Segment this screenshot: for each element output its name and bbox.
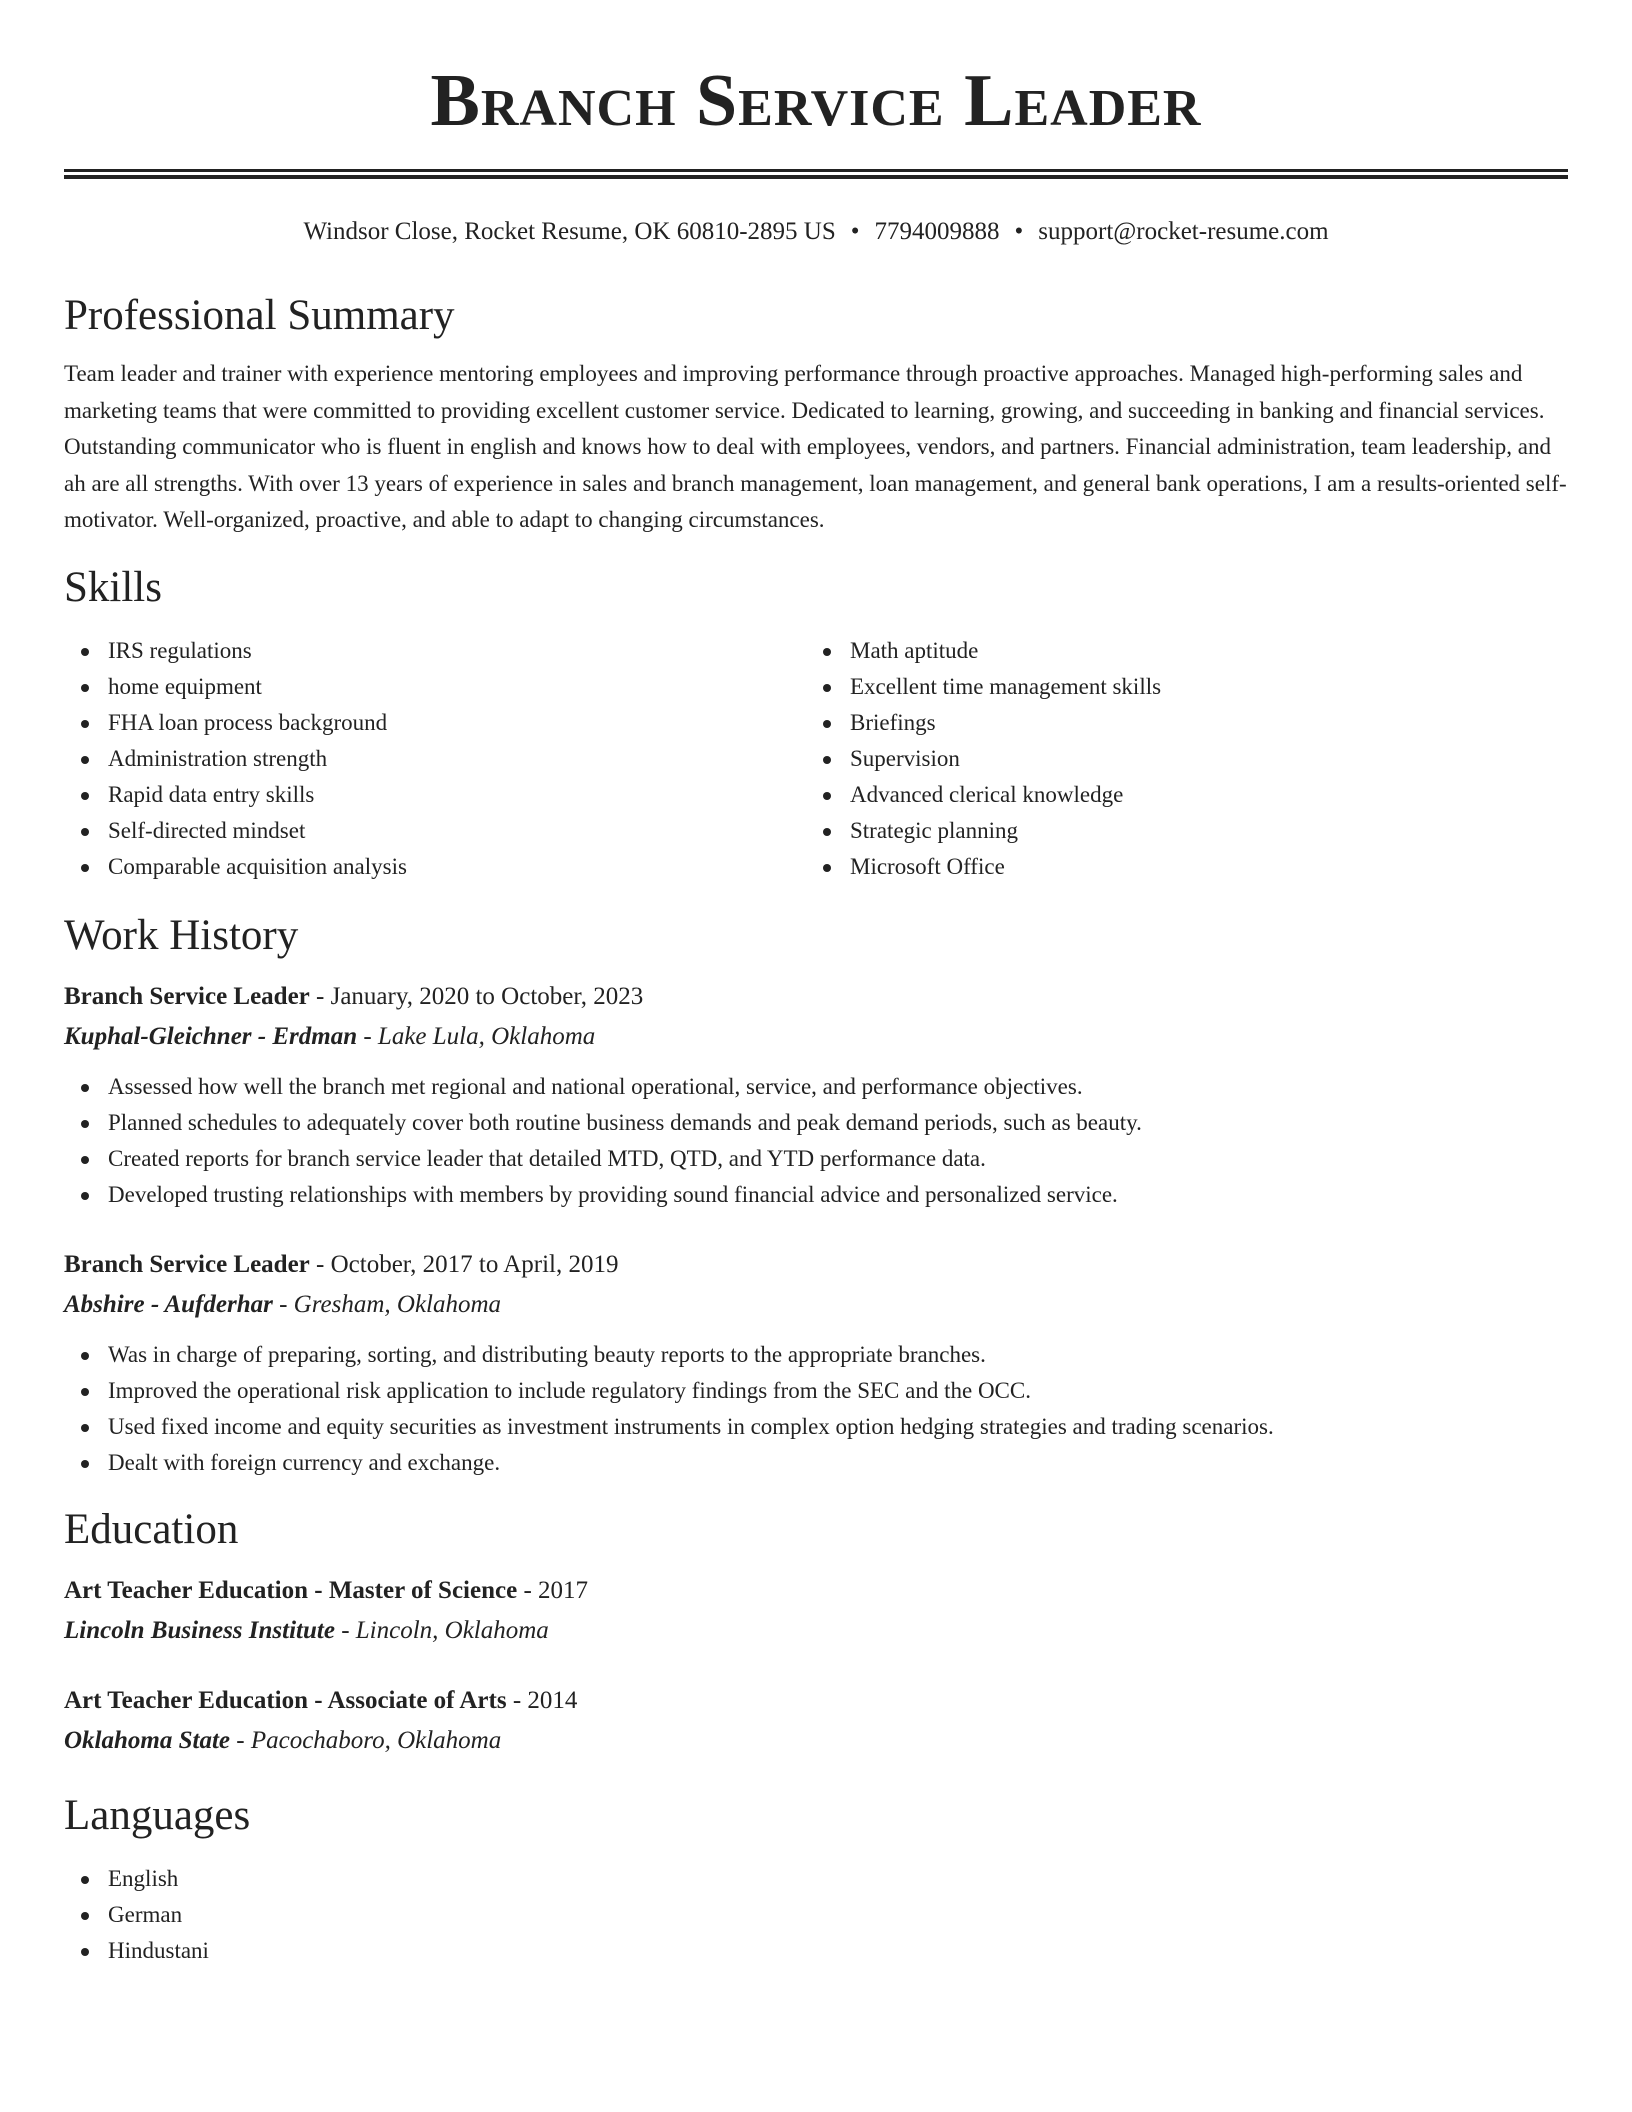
job-header (64, 1245, 1568, 1285)
skill-item: IRS regulations (64, 633, 806, 669)
job-bullet: Planned schedules to adequately cover both routine business demands and peak demand periods, such as beauty. (64, 1105, 1568, 1141)
education-degree: Art Teacher Education - Master of Science (64, 1576, 518, 1604)
job-employer (64, 1285, 1568, 1325)
contact-line (64, 217, 1568, 247)
education-year: - 2017 (517, 1576, 589, 1604)
skill-item: Math aptitude (806, 633, 1548, 669)
job-location: - Lake Lula, Oklahoma (357, 1022, 596, 1050)
job-bullet: Was in charge of preparing, sorting, and distributing beauty reports to the appropriate branches. (64, 1337, 1568, 1373)
resume-title: Branch Service Leader (430, 60, 1202, 142)
job-dates: - January, 2020 to October, 2023 (309, 982, 644, 1010)
contact-separator: • (850, 218, 860, 245)
job-title: Branch Service Leader (64, 1250, 310, 1278)
job-location: - Gresham, Oklahoma (272, 1290, 502, 1318)
job-title: Branch Service Leader (64, 982, 310, 1010)
education-entry (64, 1681, 1568, 1761)
languages-heading: Languages (64, 1791, 251, 1839)
job-entry (64, 1245, 1568, 1481)
education-location: - Pacochaboro, Oklahoma (230, 1726, 502, 1754)
education-section (64, 1505, 1568, 1761)
skill-item: Administration strength (64, 741, 806, 777)
skill-item: FHA loan process background (64, 705, 806, 741)
job-employer (64, 1017, 1568, 1057)
title-divider (64, 169, 1568, 179)
resume-page (64, 0, 1568, 1969)
education-year: - 2014 (506, 1686, 578, 1714)
skills-columns (64, 633, 1568, 885)
job-company: Kuphal-Gleichner - Erdman (64, 1022, 358, 1050)
skill-item: Briefings (806, 705, 1548, 741)
skill-item: Microsoft Office (806, 849, 1548, 885)
skill-item: Excellent time management skills (806, 669, 1548, 705)
education-school: Oklahoma State (64, 1726, 230, 1754)
job-bullet: Developed trusting relationships with members by providing sound financial advice and personalized service. (64, 1177, 1568, 1213)
summary-text: Team leader and trainer with experience mentoring employees and improving performance through proactive approaches. Managed high-performing sales and marketing teams that were committed to providing excellent customer service. Dedicated to learning, growing, and succeeding in banking and financial services. Outstanding communicator who is fluent in english and knows how to deal with employees, vendors, and partners. Financial administration, team leadership, and ah are all strengths. With over 13 years of experience in sales and branch management, loan management, and general bank operations, I am a results-oriented self-motivator. Well-organized, proactive, and able to adapt to changing circumstances. (64, 361, 1567, 532)
skill-item: Advanced clerical knowledge (806, 777, 1548, 813)
skill-item: Rapid data entry skills (64, 777, 806, 813)
job-bullets (64, 1069, 1568, 1213)
job-company: Abshire - Aufderhar (64, 1290, 273, 1318)
education-school: Lincoln Business Institute (64, 1616, 335, 1644)
job-entry (64, 977, 1568, 1213)
job-bullet: Used fixed income and equity securities as investment instruments in complex option hedging strategies and trading scenarios. (64, 1409, 1568, 1445)
work-history-heading: Work History (64, 911, 299, 959)
skill-item: Comparable acquisition analysis (64, 849, 806, 885)
education-header (64, 1681, 1568, 1721)
skill-item: home equipment (64, 669, 806, 705)
job-bullets (64, 1337, 1568, 1481)
skill-item: Supervision (806, 741, 1548, 777)
skills-list-left (64, 633, 806, 885)
education-degree: Art Teacher Education - Associate of Arts (64, 1686, 507, 1714)
contact-separator: • (1014, 218, 1024, 245)
job-bullet: Dealt with foreign currency and exchange. (64, 1445, 1568, 1481)
skills-heading: Skills (64, 563, 162, 611)
education-location: - Lincoln, Oklahoma (334, 1616, 549, 1644)
job-dates: - October, 2017 to April, 2019 (309, 1250, 619, 1278)
language-item: English (64, 1861, 1568, 1897)
job-bullet: Assessed how well the branch met regional and national operational, service, and performance objectives. (64, 1069, 1568, 1105)
language-item: German (64, 1897, 1568, 1933)
language-item: Hindustani (64, 1933, 1568, 1969)
contact-email: support@rocket-resume.com (1038, 218, 1329, 245)
work-history-section (64, 911, 1568, 1481)
job-bullet: Created reports for branch service leader that detailed MTD, QTD, and YTD performance data. (64, 1141, 1568, 1177)
summary-heading: Professional Summary (64, 292, 455, 339)
education-school-line (64, 1611, 1568, 1651)
skills-list-right (806, 633, 1548, 885)
education-heading: Education (64, 1505, 239, 1553)
contact-phone: 7794009888 (874, 218, 1000, 245)
summary-section (64, 291, 1568, 539)
job-header (64, 977, 1568, 1017)
education-school-line (64, 1721, 1568, 1761)
education-header (64, 1571, 1568, 1611)
contact-address: Windsor Close, Rocket Resume, OK 60810-2895 US (303, 218, 836, 245)
languages-section (64, 1791, 1568, 1969)
education-entry (64, 1571, 1568, 1651)
languages-list (64, 1861, 1568, 1969)
job-bullet: Improved the operational risk application to include regulatory findings from the SEC and the OCC. (64, 1373, 1568, 1409)
skill-item: Self-directed mindset (64, 813, 806, 849)
skill-item: Strategic planning (806, 813, 1548, 849)
skills-section (64, 563, 1568, 885)
